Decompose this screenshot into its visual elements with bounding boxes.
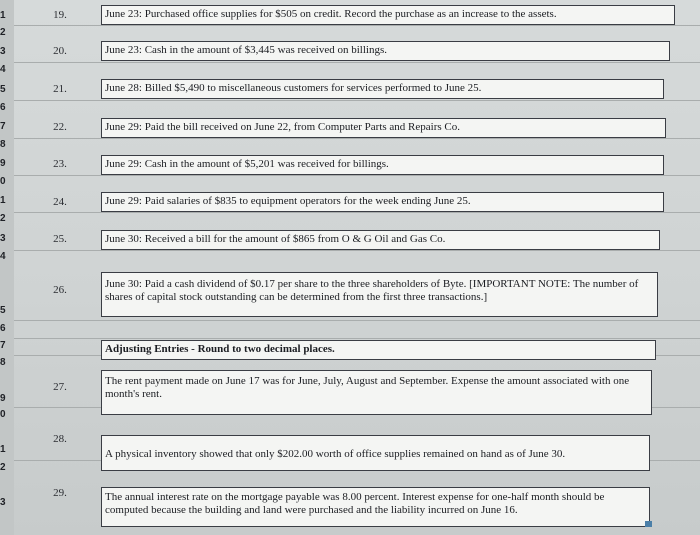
entry-text: June 29: Cash in the amount of $5,201 was received for billings. [105,158,389,170]
row-number[interactable]: 1 [0,195,6,206]
row-number[interactable]: 5 [0,305,6,316]
entry-number: 22. [53,121,67,133]
row-number[interactable]: 8 [0,357,6,368]
entry-number: 26. [53,284,67,296]
entry-22-cell[interactable] [101,118,666,138]
row-divider [14,25,700,26]
row-number[interactable]: 6 [0,323,6,334]
entry-text: June 28: Billed $5,490 to miscellaneous customers for services performed to June 25. [105,82,482,94]
row-divider [14,338,700,339]
cell-resize-handle[interactable] [645,521,652,527]
entry-text: The annual interest rate on the mortgage payable was 8.00 percent. Interest expense for one-half month should be computed because the building and land were purchased and the liability incurred on June 16. [105,491,605,516]
entry-number: 28. [53,433,67,445]
entry-number: 29. [53,487,67,499]
row-divider [14,62,700,63]
entry-text: June 29: Paid salaries of $835 to equipment operators for the week ending June 25. [105,195,471,207]
row-number[interactable]: 3 [0,46,6,57]
row-number[interactable]: 3 [0,233,6,244]
entry-number: 24. [53,196,67,208]
row-number-gutter [0,0,14,535]
entry-number: 23. [53,158,67,170]
entry-text: A physical inventory showed that only $202.00 worth of office supplies remained on hand as of June 30. [105,448,566,460]
row-number[interactable]: 2 [0,27,6,38]
entry-19-cell[interactable] [101,5,675,25]
adjusting-entries-header[interactable] [101,340,656,360]
row-number[interactable]: 1 [0,10,6,21]
row-number[interactable]: 4 [0,251,6,262]
row-divider [14,320,700,321]
entry-number: 25. [53,233,67,245]
row-number[interactable]: 2 [0,213,6,224]
row-number[interactable]: 3 [0,497,6,508]
entry-text: The rent payment made on June 17 was for June, July, August and September. Expense the amount associated with one month's rent. [105,375,630,400]
entry-number: 19. [53,9,67,21]
entry-text: June 23: Cash in the amount of $3,445 was received on billings. [105,44,387,56]
entry-text: June 30: Received a bill for the amount of $865 from O & G Oil and Gas Co. [105,233,446,245]
entry-25-cell[interactable] [101,230,660,250]
row-number[interactable]: 7 [0,121,6,132]
row-number[interactable]: 7 [0,340,6,351]
row-number[interactable]: 0 [0,409,6,420]
entry-27-cell[interactable] [101,370,652,415]
entry-29-cell[interactable] [101,487,650,527]
entry-number: 21. [53,83,67,95]
entry-20-cell[interactable] [101,41,670,61]
entry-text: June 23: Purchased office supplies for $505 on credit. Record the purchase as an increase to the assets. [105,8,557,20]
row-number[interactable]: 1 [0,444,6,455]
entry-text: June 29: Paid the bill received on June 22, from Computer Parts and Repairs Co. [105,121,460,133]
row-number[interactable]: 0 [0,176,6,187]
row-number[interactable]: 9 [0,158,6,169]
row-divider [14,212,700,213]
entry-text: June 30: Paid a cash dividend of $0.17 per share to the three shareholders of Byte. [IMPORTANT NOTE: The number of shares of capital stock outstanding can be determined from the first three transactions.] [105,278,639,303]
entry-number: 27. [53,381,67,393]
row-divider [14,250,700,251]
row-divider [14,175,700,176]
row-number[interactable]: 9 [0,393,6,404]
row-number[interactable]: 4 [0,64,6,75]
row-number[interactable]: 6 [0,102,6,113]
row-divider [14,138,700,139]
entry-28-cell[interactable] [101,435,650,471]
row-number[interactable]: 8 [0,139,6,150]
entry-26-cell[interactable] [101,272,658,317]
row-number[interactable]: 5 [0,84,6,95]
entry-23-cell[interactable] [101,155,664,175]
entry-24-cell[interactable] [101,192,664,212]
row-number[interactable]: 2 [0,462,6,473]
entry-21-cell[interactable] [101,79,664,99]
entry-number: 20. [53,45,67,57]
row-divider [14,100,700,101]
section-header-text: Adjusting Entries - Round to two decimal places. [105,343,335,355]
